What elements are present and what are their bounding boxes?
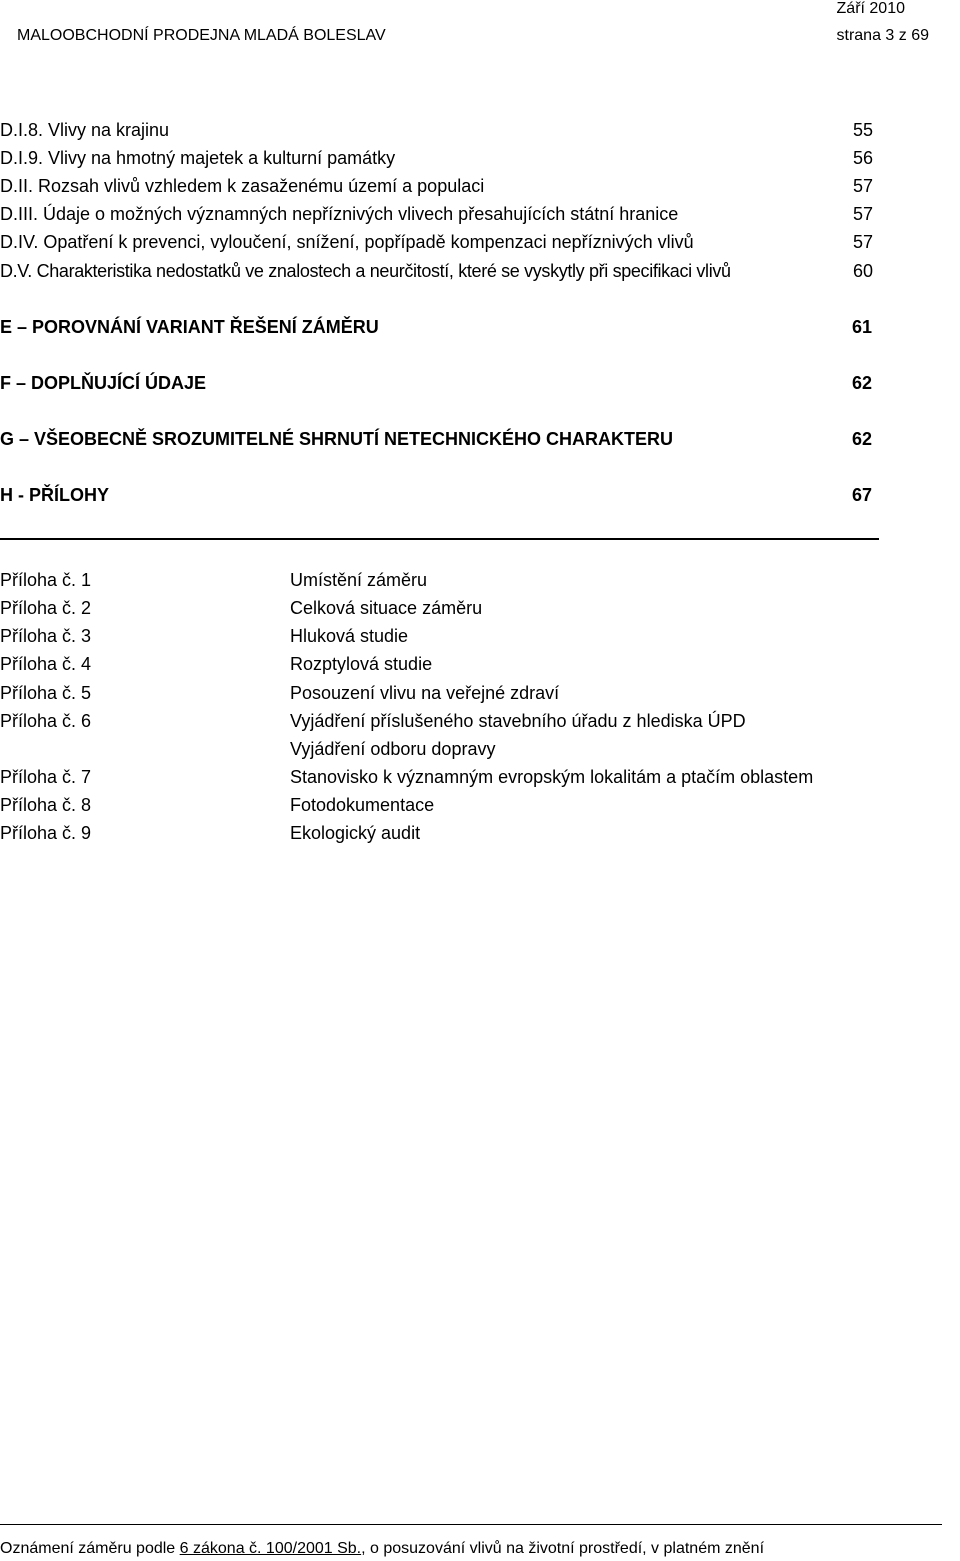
footer-suffix: , o posuzování vlivů na životní prostředí, v platném znění [361,1540,765,1557]
toc-entry-label: D.V. Charakteristika nedostatků ve znalostech a neurčitostí, které se vyskytly při specifikaci vlivů [0,261,731,281]
toc-entry-page: 56 [852,148,873,168]
attachment-id: Příloha č. 1 [0,570,92,590]
toc-entry-label: D.I.8. Vlivy na krajinu [0,120,170,140]
attachment-title: Stanovisko k významným evropským lokalitám a ptačím oblastem [290,767,814,787]
attachment-title: Rozptylová studie [290,654,433,674]
attachment-title: Fotodokumentace [290,795,435,815]
toc-entry-page: 60 [852,261,873,281]
footer-rule [0,1524,942,1525]
attachment-id: Příloha č. 8 [0,795,92,815]
toc-entry-label: D.III. Údaje o možných významných nepříznivých vlivech přesahujících státní hranice [0,204,679,224]
attachment-title: Umístění záměru [290,570,428,590]
attachment-title: Ekologický audit [290,823,421,843]
toc-entry-label: D.IV. Opatření k prevenci, vyloučení, snížení, popřípadě kompenzaci nepříznivých vlivů [0,232,694,252]
attachment-id: Příloha č. 7 [0,767,92,787]
attachment-title: Posouzení vlivu na veřejné zdraví [290,683,560,703]
footer-prefix: Oznámení záměru podle [0,1540,180,1557]
section-page: 61 [851,317,872,337]
toc-entry-page: 57 [852,204,873,224]
attachment-id: Příloha č. 2 [0,598,92,618]
section-page: 62 [851,429,872,449]
section-heading: E – POROVNÁNÍ VARIANT ŘEŠENÍ ZÁMĚRU [0,317,379,337]
toc-entry-label: D.II. Rozsah vlivů vzhledem k zasaženému území a populaci [0,176,485,196]
section-heading: G – VŠEOBECNĚ SROZUMITELNÉ SHRNUTÍ NETECHNICKÉHO CHARAKTERU [0,429,674,449]
attachment-title: Hluková studie [290,626,409,646]
toc-entry-label: D.I.9. Vlivy na hmotný majetek a kulturní památky [0,148,396,168]
attachment-title: Vyjádření příslušeného stavebního úřadu z hlediska ÚPD [290,711,746,731]
attachment-id: Příloha č. 9 [0,823,92,843]
attachment-id: Příloha č. 3 [0,626,92,646]
footer-law-reference: 6 zákona č. 100/2001 Sb. [179,1540,362,1557]
attachment-title: Celková situace záměru [290,598,483,618]
attachment-id: Příloha č. 6 [0,711,92,731]
section-divider [0,538,879,540]
attachment-id: Příloha č. 5 [0,683,92,703]
header-organization: MALOOBCHODNÍ PRODEJNA MLADÁ BOLESLAV [17,27,386,44]
header-date: Září 2010 [836,0,905,17]
toc-entry-page: 57 [852,176,873,196]
toc-entry-page: 57 [852,232,873,252]
section-page: 67 [851,485,872,505]
header-page-number: strana 3 z 69 [836,27,929,44]
section-page: 62 [851,373,872,393]
section-heading: F – DOPLŇUJÍCÍ ÚDAJE [0,373,207,393]
attachment-title: Vyjádření odboru dopravy [290,739,496,759]
attachment-id: Příloha č. 4 [0,654,92,674]
toc-entry-page: 55 [852,120,873,140]
footer-text [0,1540,764,1558]
section-heading: H - PŘÍLOHY [0,485,110,505]
